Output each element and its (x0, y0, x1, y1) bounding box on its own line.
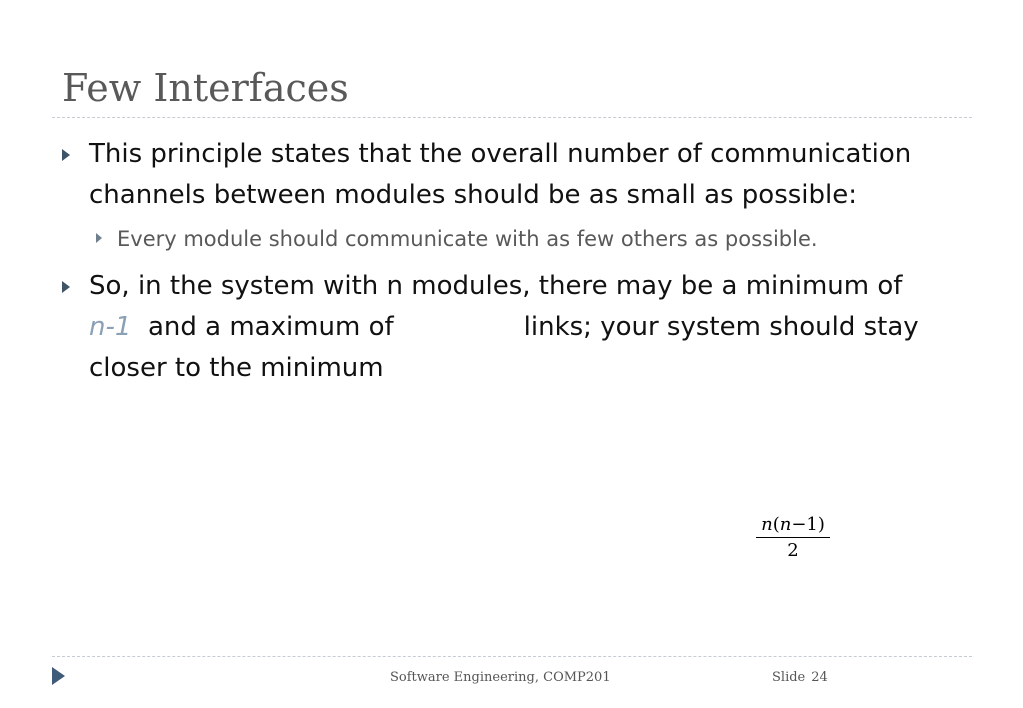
footer-divider (52, 656, 972, 657)
bullet-modules-line-2 (89, 307, 979, 348)
bullet-modules (89, 266, 979, 389)
subbullet-communicate (117, 224, 977, 254)
bullet-triangle-icon (62, 149, 70, 161)
maximum-label: and a maximum of (147, 312, 394, 342)
bullet-principle-line-1: This principle states that the overall number of communication (89, 139, 912, 169)
formula-var-n1: n (761, 514, 773, 535)
minimum-links-expression: n-1 (89, 312, 132, 342)
slide-title: Few Interfaces (62, 66, 349, 110)
subbullet-triangle-icon (96, 233, 102, 243)
formula-numerator (756, 514, 830, 538)
bullet-modules-line-1: So, in the system with n modules, there may be a minimum of (89, 271, 903, 301)
formula-open-paren: ( (772, 514, 780, 535)
title-divider (52, 117, 972, 118)
slide-label: Slide (772, 670, 806, 685)
bullet-triangle-icon (62, 281, 70, 293)
formula-minus-one: −1) (791, 514, 825, 535)
bullet-modules-line-3: closer to the minimum (89, 353, 384, 383)
bullet-principle (89, 134, 979, 216)
footer-slide-number (772, 670, 828, 685)
footer-course-name: Software Engineering, COMP201 (390, 670, 611, 685)
formula-var-n2: n (779, 514, 792, 535)
bullet-principle-line-2: channels between modules should be as small as possible: (89, 180, 858, 210)
max-links-formula (756, 514, 830, 561)
slide-number: 24 (811, 670, 828, 685)
formula-denominator: 2 (787, 540, 799, 561)
play-arrow-icon (52, 667, 65, 685)
links-text: links; your system should stay (523, 312, 919, 342)
subbullet-text: Every module should communicate with as few others as possible. (117, 227, 818, 251)
